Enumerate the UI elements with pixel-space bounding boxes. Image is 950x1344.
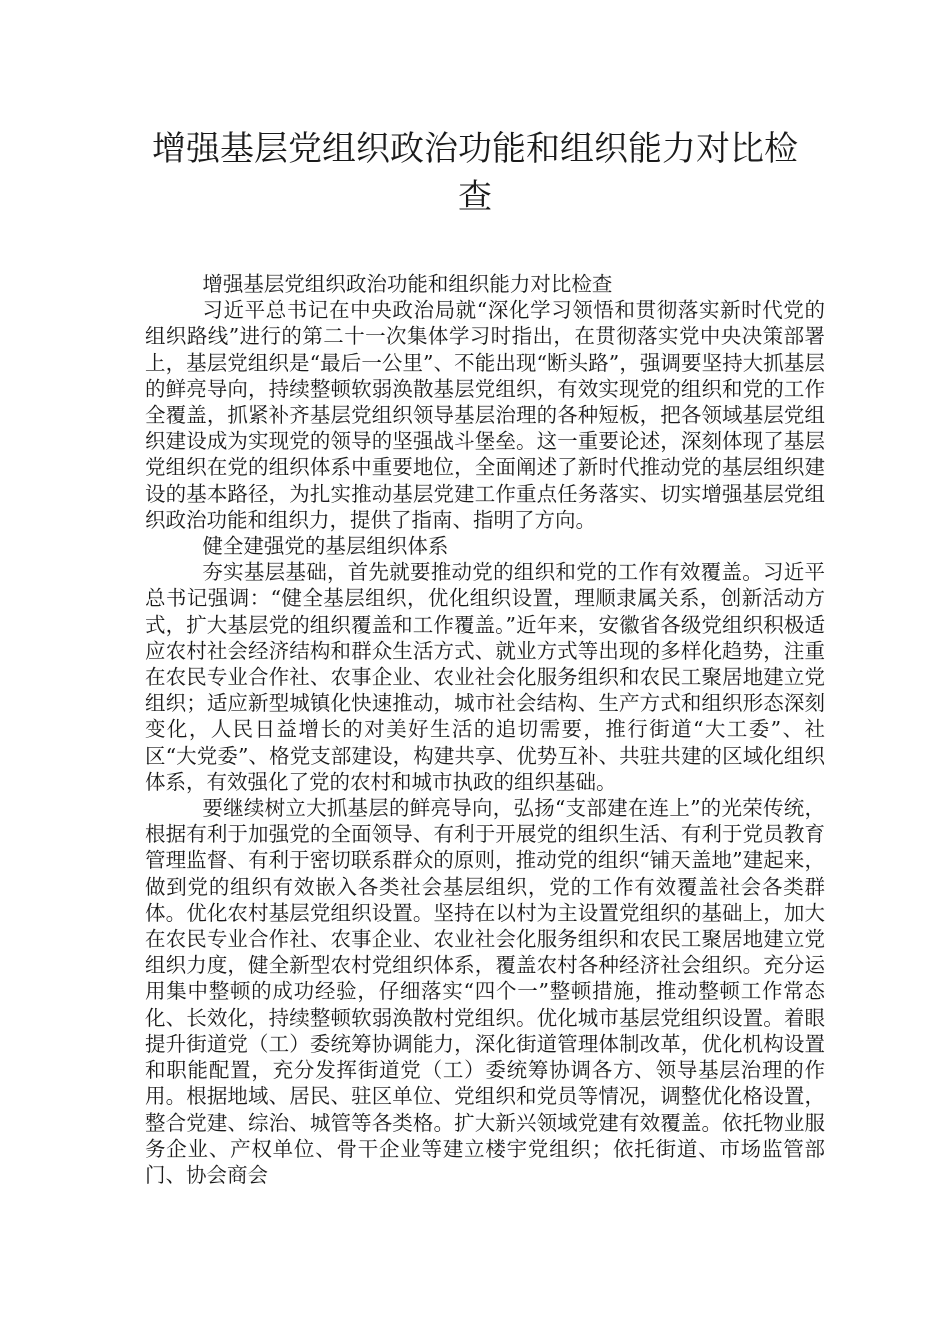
paragraph-subtitle: 增强基层党组织政治功能和组织能力对比检查 xyxy=(202,272,613,296)
document-body xyxy=(145,271,825,1188)
section-heading: 健全建强党的基层组织体系 xyxy=(202,534,449,559)
document-title: 增强基层党组织政治功能和组织能力对比检查 xyxy=(152,129,798,217)
paragraph: 夯实基层基础，首先就要推动党的组织和党的工作有效覆盖。习近平总书记强调：“健全基层组织，优化组织设置，理顺隶属关系，创新活动方式，扩大基层党的组织覆盖和工作覆盖。”近年来，安徽省各级党组织积极适应农村社会经济结构和群众生活方式、就业方式等出现的多样化趋势，注重在农民专业合作社、农事企业、农业社会化服务组织和农民工聚居地建立党组织；适应新型城镇化快速推动，城市社会结构、生产方式和组织形态深刻变化，人民日益增长的对美好生活的追切需要，推行街道“大工委”、社区“大党委”、格党支部建设，构建共享、优势互补、共驻共建的区域化组织体系，有效强化了党的农村和城市执政的组织基础。 xyxy=(145,560,825,794)
paragraph: 要继续树立大抓基层的鲜亮导向，弘扬“支部建在连上”的光荣传统，根据有利于加强党的全面领导、有利于开展党的组织生活、有利于党员教育管理监督、有利于密切联系群众的原则，推动党的组织“铺天盖地”建起来，做到党的组织有效嵌入各类社会基层组织，党的工作有效覆盖社会各类群体。优化农村基层党组织设置。坚持在以村为主设置党组织的基础上，加大在农民专业合作社、农事企业、农业社会化服务组织和农民工聚居地建立党组织力度，健全新型农村党组织体系，覆盖农村各种经济社会组织。充分运用集中整顿的成功经验，仔细落实“四个一”整顿措施，推动整顿工作常态化、长效化，持续整顿软弱涣散村党组织。优化城市基层党组织设置。着眼提升街道党（工）委统筹协调能力，深化街道管理体制改革，优化机构设置和职能配置，充分发挥街道党（工）委统筹协调各方、领导基层治理的作用。根据地域、居民、驻区单位、党组织和党员等情况，调整优化格设置，整合党建、综治、城管等各类格。扩大新兴领域党建有效覆盖。依托物业服务企业、产权单位、骨干企业等建立楼宇党组织；依托街道、市场监管部门、协会商会 xyxy=(145,796,825,1187)
paragraph: 习近平总书记在中央政治局就“深化学习领悟和贯彻落实新时代党的组织路线”进行的第二十一次集体学习时指出，在贯彻落实党中央决策部署上，基层党组织是“最后一公里”、不能出现“断头路”，强调要坚持大抓基层的鲜亮导向，持续整顿软弱涣散基层党组织，有效实现党的组织和党的工作全覆盖，抓紧补齐基层党组织领导基层治理的各种短板，把各领域基层党组织建设成为实现党的领导的坚强战斗堡垒。这一重要论述，深刻体现了基层党组织在党的组织体系中重要地位，全面阐述了新时代推动党的基层组织建设的基本路径，为扎实推动基层党建工作重点任务落实、切实增强基层党组织政治功能和组织力，提供了指南、指明了方向。 xyxy=(145,298,825,532)
